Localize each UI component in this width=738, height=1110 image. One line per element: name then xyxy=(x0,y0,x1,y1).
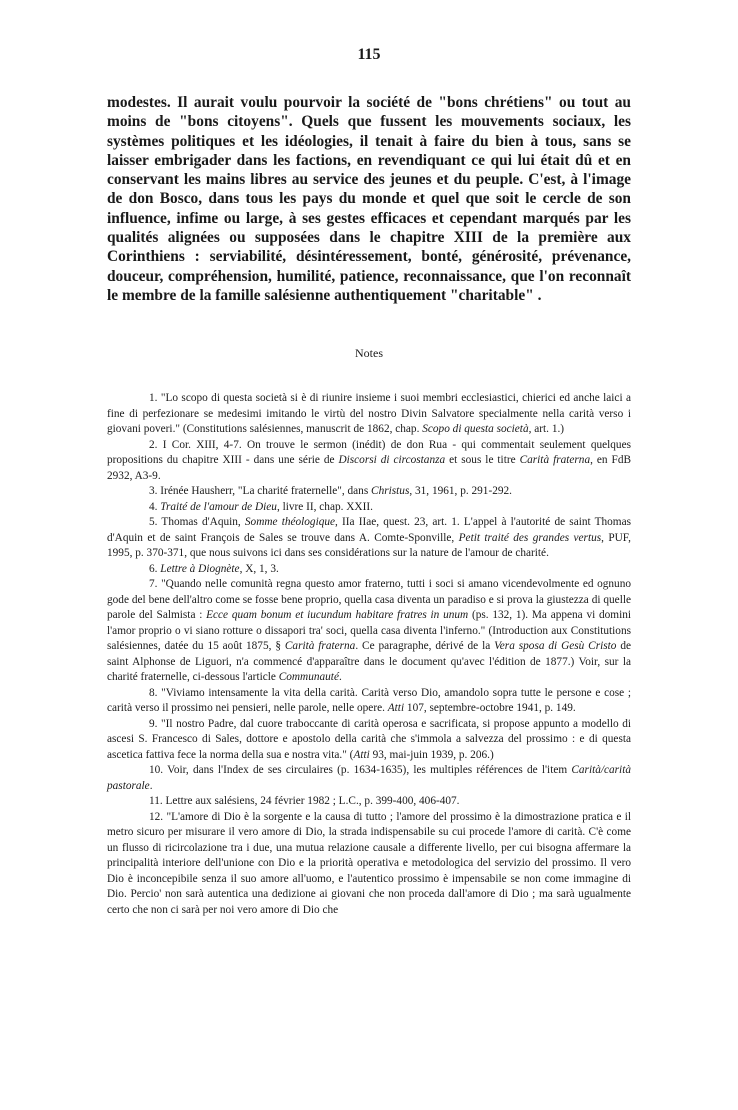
note-7-italic-title: Carità fraterna xyxy=(284,640,356,652)
note-1-text: 1. "Lo scopo di questa società si è di riunire insieme i suoi membri ecclesiastici, chierici ed anche laici a fine di perfezionare se medesimi imitando le virtù del nostro Divin Salvatore specialmente nella carità verso i giovani poveri." (Constitutions salésiennes, manuscrit de 1862, chap. xyxy=(107,392,631,435)
note-2-text-mid: et sous le titre xyxy=(445,454,520,466)
notes-list xyxy=(107,391,631,918)
note-9-italic-title: Atti xyxy=(353,748,370,761)
note-7-italic-title-3: Communauté xyxy=(278,671,339,683)
note-1 xyxy=(107,391,631,438)
note-7-text: 7. "Quando nelle comunità regna questo amor fraterno, tutti i soci si amano vicendevolmente ed ognuno gode del bene dell'altro come se fosse bene proprio, quella casa diventa un paradiso e si prova la giustezza di quelle parole del Salmista : xyxy=(107,578,631,621)
note-7-text-3: . Ce paragraphe, dérivé de la xyxy=(355,640,495,652)
note-2-italic-title-2: Carità fraterna xyxy=(519,454,591,466)
note-1-text-end: , art. 1.) xyxy=(528,423,565,435)
note-3-italic-title: Christus xyxy=(371,485,410,497)
note-5-italic-title-2: Petit traité des grandes vertus xyxy=(458,531,602,544)
note-8-text-end: 107, septembre-octobre 1941, p. 149. xyxy=(404,702,576,714)
note-7 xyxy=(107,577,631,686)
body-paragraph: modestes. Il aurait voulu pourvoir la société de "bons chrétiens" ou tout au moins de "bons citoyens". Quels que fussent les mouvements sociaux, les systèmes politiques et les idéologies, il tenait à faire du bien à tous, sans se laisser embrigader dans les factions, en revendiquant ce qui lui était dû et en conservant les mains libres au service des jeunes et du peuple. C'est, à l'image de don Bosco, dans tous les pays du monde et quel que soit le cercle de son influence, infime ou large, à ses gestes efficaces et cependant marqués par les qualités alignées ou supposées dans le chapitre XIII de la première aux Corinthiens : serviabilité, désintéressement, bonté, générosité, prévenance, douceur, compréhension, humilité, patience, reconnaissance, que l'on reconnaît le membre de la famille salésienne authentiquement "charitable" . xyxy=(107,94,631,304)
note-5-text: 5. Thomas d'Aquin, xyxy=(149,516,245,528)
note-6-italic-title: Lettre à Diognète xyxy=(160,562,240,575)
note-8-text: 8. "Viviamo intensamente la vita della carità. Carità verso Dio, amandolo sopra tutte le persone e cose ; carità verso il prossimo nei pensieri, nelle parole, nelle opere. xyxy=(107,686,631,714)
note-12-text: 12. "L'amore di Dio è la sorgente e la causa di tutto ; l'amore del prossimo è la dimostrazione pratica e il metro sicuro per misurare il vero amore di Dio, la strada indispensabile su cui procede l'amore di carità. C'è come un flusso di ricircolazione tra i due, una mutua relazione causale a differente livello, per cui bisogna affermare la principalità interiore dell'unione con Dio e la priorità operativa e metodologica del servizio del prossimo. Il vero Dio è inconcepibile senza il suo amore all'uomo, e l'autentico prossimo è impensabile se non come immagine di Dio. Percio' non sarà autentica una dedizione ai giovani che non proceda dall'amore di Dio ; ma sarà ugualmente certo che non ci sarà per noi vero amore di Dio che xyxy=(107,810,631,916)
note-5 xyxy=(107,515,631,562)
note-4-text: 4. xyxy=(149,500,161,513)
note-11 xyxy=(107,794,631,810)
note-8-italic-title: Atti xyxy=(387,702,405,714)
note-7-text-2: (ps. 132, 1). Ma appena vi domini l'amor proprio o vi siano rotture o dissapori tra' soci, quella casa diventa l'inferno." (Introduction aux Constitutions salésiennes, datée du 15 août 1875, § xyxy=(107,609,631,652)
note-2 xyxy=(107,438,631,485)
notes-heading: Notes xyxy=(355,346,383,360)
note-5-italic-title: Somme théologique xyxy=(244,516,336,528)
page-number: 115 xyxy=(357,46,381,63)
note-7-italic-title-2: Vera sposa di Gesù Cristo xyxy=(494,640,617,652)
note-4 xyxy=(107,500,631,516)
note-4-italic-title: Traité de l'amour de Dieu xyxy=(160,500,277,513)
note-3-text-end: , 31, 1961, p. 291-292. xyxy=(409,485,512,497)
note-11-text: 11. Lettre aux salésiens, 24 février 1982 ; L.C., p. 399-400, 406-407. xyxy=(149,795,460,807)
note-3 xyxy=(107,484,631,500)
note-3-text: 3. Irénée Hausherr, "La charité fraternelle", dans xyxy=(149,485,372,497)
note-10-italic-title: Carità/carità pastorale xyxy=(107,764,631,792)
note-6-text: 6. xyxy=(149,562,161,575)
note-10-text-end: . xyxy=(149,779,153,792)
note-9-text: 9. "Il nostro Padre, dal cuore traboccante di carità operosa e sacrificata, si propose appunto a modello di ascesi S. Francesco di Sales, dottore e apostolo della carità che s'immola a salvezza del prossimo : e di questa ascetica fattiva fece la norma della sua e nostra vita." ( xyxy=(107,717,631,761)
note-7-text-end: . xyxy=(338,671,342,683)
note-2-text: 2. I Cor. XIII, 4-7. On trouve le sermon (inédit) de don Rua - qui commentait seulement quelques propositions du chapitre XIII - dans une série de xyxy=(107,438,631,466)
note-9-text-end: 93, mai-juin 1939, p. 206.) xyxy=(369,748,494,761)
note-8 xyxy=(107,686,631,717)
note-12 xyxy=(107,810,631,919)
note-7-text-4: de saint Alphonse de Liguori, n'a commencé d'apparaître dans le document qu'avec l'édition de 1877.) Voir, sur la charité fraternelle, ci-dessous l'article xyxy=(107,640,632,683)
note-4-text-end: , livre II, chap. XXII. xyxy=(276,500,373,513)
note-10-text: 10. Voir, dans l'Index de ses circulaires (p. 1634-1635), les multiples références de l'item xyxy=(149,764,572,776)
note-5-text-mid: , IIa IIae, quest. 23, art. 1. L'appel à l'autorité de saint Thomas d'Aquin et de saint François de Sales se trouve dans A. Comte-Sponville, xyxy=(107,516,631,544)
note-5-text-end: , PUF, 1995, p. 370-371, que nous suivons ici dans ses considérations sur la nature de l'amour de charité. xyxy=(107,531,632,559)
note-2-text-end: , en FdB 2932, A3-9. xyxy=(107,454,631,482)
note-7-italic-quote: Ecce quam bonum et iucundum habitare fratres in unum xyxy=(206,609,469,621)
note-2-italic-title: Discorsi di circostanza xyxy=(338,454,446,466)
note-6-text-end: , X, 1, 3. xyxy=(239,562,279,575)
note-1-italic-title: Scopo di questa società xyxy=(422,423,529,435)
note-6 xyxy=(107,562,631,578)
note-9 xyxy=(107,717,631,764)
note-10 xyxy=(107,763,631,794)
